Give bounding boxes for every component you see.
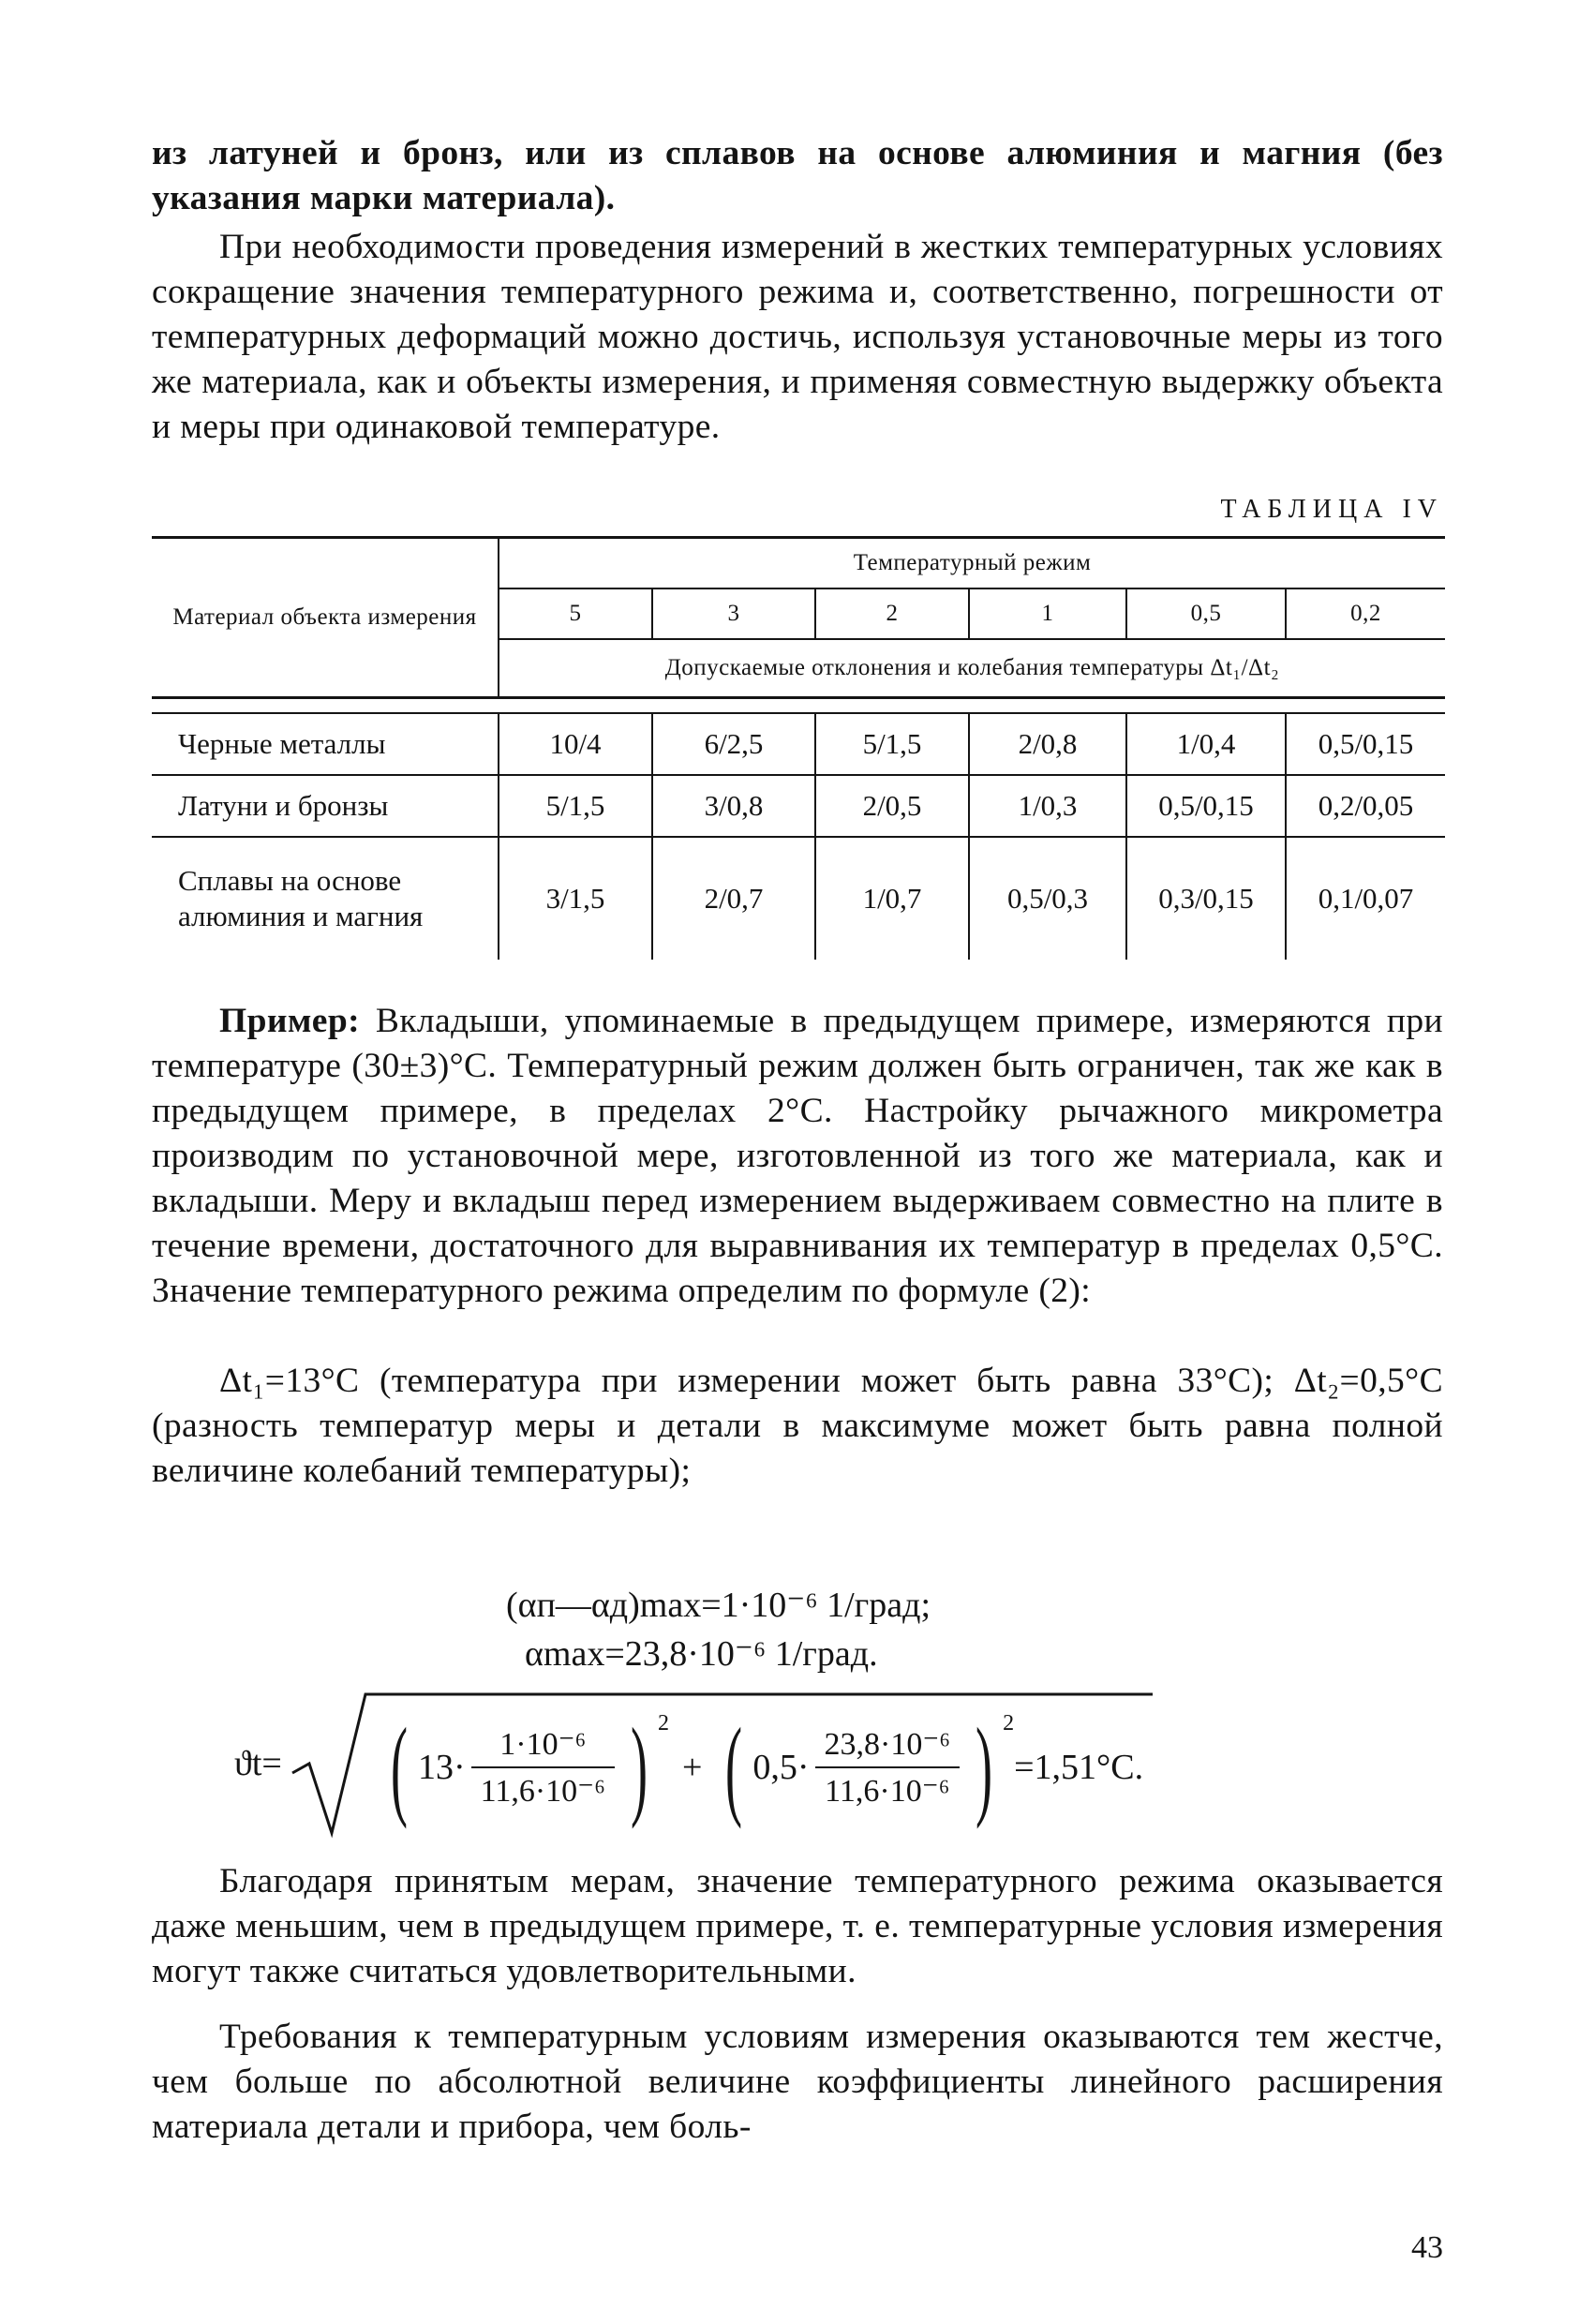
table-cell: 0,2/0,05 [1286,775,1445,837]
term1-coef: 13· [417,1748,466,1787]
table-cell: 2/0,8 [969,713,1126,775]
table-cell: 10/4 [499,713,652,775]
table-row [152,713,1445,775]
paren-close: ) [630,1705,648,1829]
example-label: Пример: [219,1002,360,1040]
regime-value: 3 [652,588,815,639]
fraction-2-numerator: 23,8·10⁻⁶ [815,1725,961,1768]
table-cell: 3/0,8 [652,775,815,837]
table-cell: 1/0,7 [815,837,969,960]
table-cell: 3/1,5 [499,837,652,960]
row-material: Сплавы на основе алюминия и магния [178,864,424,932]
formula-alpha-diff: (αп—αд)max=1·10⁻⁶ 1/град; [506,1586,931,1625]
table-row [152,837,1445,960]
term2-coef: 0,5· [752,1748,810,1787]
table-cell: 0,5/0,3 [969,837,1126,960]
regime-value: 2 [815,588,969,639]
table-cell: 2/0,5 [815,775,969,837]
paragraph-example [152,999,1443,1314]
table-row [152,775,1445,837]
fraction-2-denominator: 11,6·10⁻⁶ [825,1774,950,1809]
plus-sign: + [681,1748,703,1787]
paren-close: ) [976,1705,993,1829]
table-cell: 0,3/0,15 [1126,837,1286,960]
paragraph-conclusion: Благодаря принятым мерам, значение температурного режима оказывается даже меньшим, чем в предыдущем примере, т. е. температурные условия измерения могут также считаться удовлетворительными. [152,1862,1443,1990]
fraction-1 [471,1725,615,1810]
theta-result: =1,51°С. [1014,1748,1144,1787]
table-cell: 1/0,4 [1126,713,1286,775]
page-number: 43 [1411,2230,1443,2265]
table-cell: 5/1,5 [815,713,969,775]
table-cell: 2/0,7 [652,837,815,960]
paragraph-1: из латуней и бронз, или из сплавов на основе алюминия и магния (без указания марки материала). [152,134,1443,217]
theta-lhs: ϑt= [234,1744,282,1783]
formula-alpha-max: αmax=23,8·10⁻⁶ 1/град. [525,1634,878,1674]
paren-open: ( [390,1705,408,1829]
example-text: Вкладыши, упоминаемые в предыдущем примере, измеряются при температуре (30±3)°С. Температурный режим должен быть ограничен, так же как в предыдущем примере, в пределах 2°С. Настройку рычажного микрометра производим по установочной мере, изготовленной из того же материала, как и вкладыши. Меру и вкладыш перед измерением выдерживаем совместно на плите в течение времени, достаточного для выравнивания их температур в пределах 0,5°С. Значение температурного режима определим по формуле (2): [152,1002,1443,1310]
table-separator [152,698,1445,714]
table-cell: 1/0,3 [969,775,1126,837]
row-material: Черные металлы [152,713,499,775]
table-cell: 5/1,5 [499,775,652,837]
fraction-1-denominator: 11,6·10⁻⁶ [480,1774,605,1809]
paragraph-2: При необходимости проведения измерений в жестких температурных условиях сокращение значения температурного режима и, соответственно, погрешности от температурных деформаций можно достичь, используя установочные меры из того же материала, как и объекты измерения, и применяя совместную выдержку объекта и меры при одинаковой температуре. [152,228,1443,446]
regime-value: 5 [499,588,652,639]
table-caption: ТАБЛИЦА IV [1220,495,1443,524]
formula-theta: ϑt= ( 13· $\frac{\text{1·10⁻⁶}}{\text{11,6·10⁻⁶}}$ ) $^2$ + ( 0,5· $\frac{\text{23,8·10⁻⁶}}{\text{11,6·10⁻⁶}}$ ) $^2$ =1,51°С. [234,1683,1452,1842]
table-cell: 6/2,5 [652,713,815,775]
fraction-1-numerator: 1·10⁻⁶ [471,1725,615,1768]
regime-value: 0,2 [1286,588,1445,639]
table-cell: 0,5/0,15 [1126,775,1286,837]
material-header: Материал объекта измерения [152,538,499,698]
deviation-header: Допускаемые отклонения и колебания температуры Δt₁/Δt₂ [499,639,1445,698]
table-cell: 0,5/0,15 [1286,713,1445,775]
table-iv [152,536,1445,960]
paren-open: ( [725,1705,743,1829]
paragraph-delta: Δt₁=13°С (температура при измерении может быть равна 33°С); Δt₂=0,5°С (разность температур меры и детали в максимуме может быть равна полной величине колебаний температуры); [152,1362,1443,1490]
row-material: Латуни и бронзы [152,775,499,837]
regime-header: Температурный режим [499,538,1445,589]
regime-value: 1 [969,588,1126,639]
paragraph-requirements: Требования к температурным условиям измерения оказываются тем жестче, чем больше по абсолютной величине коэффициенты линейного расширения материала детали и прибора, чем боль- [152,2018,1443,2146]
fraction-2 [815,1725,961,1810]
regime-value: 0,5 [1126,588,1286,639]
table-cell: 0,1/0,07 [1318,882,1414,915]
row-material-cell [152,837,499,960]
